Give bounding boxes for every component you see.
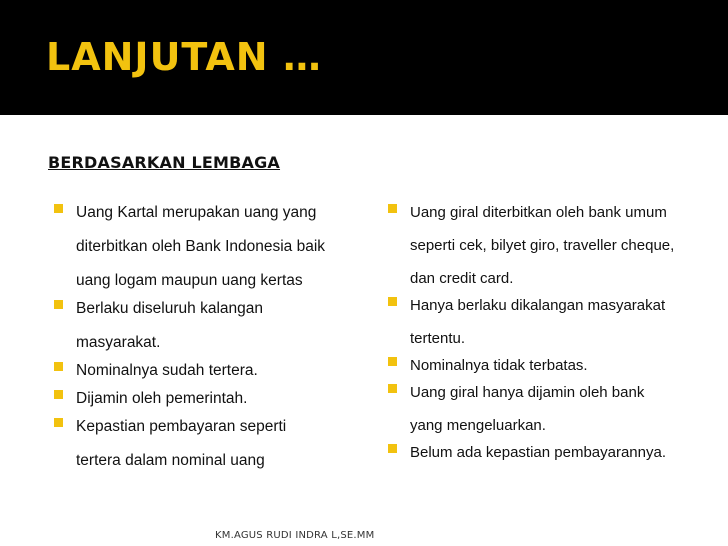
list-item-text: Belum ada kepastian pembayarannya.	[410, 444, 666, 461]
square-bullet-icon	[388, 297, 397, 306]
right-column	[382, 202, 692, 469]
square-bullet-icon	[54, 418, 63, 427]
section-heading: BERDASARKAN LEMBAGA	[48, 153, 281, 172]
list-item	[382, 196, 700, 295]
list-item	[48, 410, 316, 478]
square-bullet-icon	[54, 204, 63, 213]
list-item-text: Dijamin oleh pemerintah.	[76, 390, 248, 407]
list-item	[48, 196, 346, 298]
square-bullet-icon	[388, 444, 397, 453]
slide-title: LANJUTAN …	[46, 35, 322, 79]
list-item	[382, 436, 710, 469]
square-bullet-icon	[54, 362, 63, 371]
list-item	[48, 292, 321, 360]
list-item	[382, 376, 675, 442]
square-bullet-icon	[54, 390, 63, 399]
list-item-text: Uang Kartal merupakan uang yang diterbitkan oleh Bank Indonesia baik uang logam maupun uang kertas	[76, 204, 326, 289]
list-item-text: Uang giral diterbitkan oleh bank umum seperti cek, bilyet giro, traveller cheque, dan credit card.	[410, 204, 675, 287]
square-bullet-icon	[388, 357, 397, 366]
left-column	[48, 202, 348, 478]
list-item-text: Kepastian pembayaran seperti tertera dalam nominal uang	[76, 418, 287, 469]
list-item-text: Nominalnya sudah tertera.	[76, 362, 258, 379]
list-item-text: Uang giral hanya dijamin oleh bank yang mengeluarkan.	[410, 384, 645, 434]
list-item	[382, 289, 705, 355]
square-bullet-icon	[388, 204, 397, 213]
square-bullet-icon	[388, 384, 397, 393]
list-item-text: Nominalnya tidak terbatas.	[410, 357, 588, 374]
square-bullet-icon	[54, 300, 63, 309]
list-item-text: Hanya berlaku dikalangan masyarakat tertentu.	[410, 297, 666, 347]
footer-author: KM.AGUS RUDI INDRA L,SE.MM	[215, 530, 375, 541]
list-item-text: Berlaku diseluruh kalangan masyarakat.	[76, 300, 263, 351]
